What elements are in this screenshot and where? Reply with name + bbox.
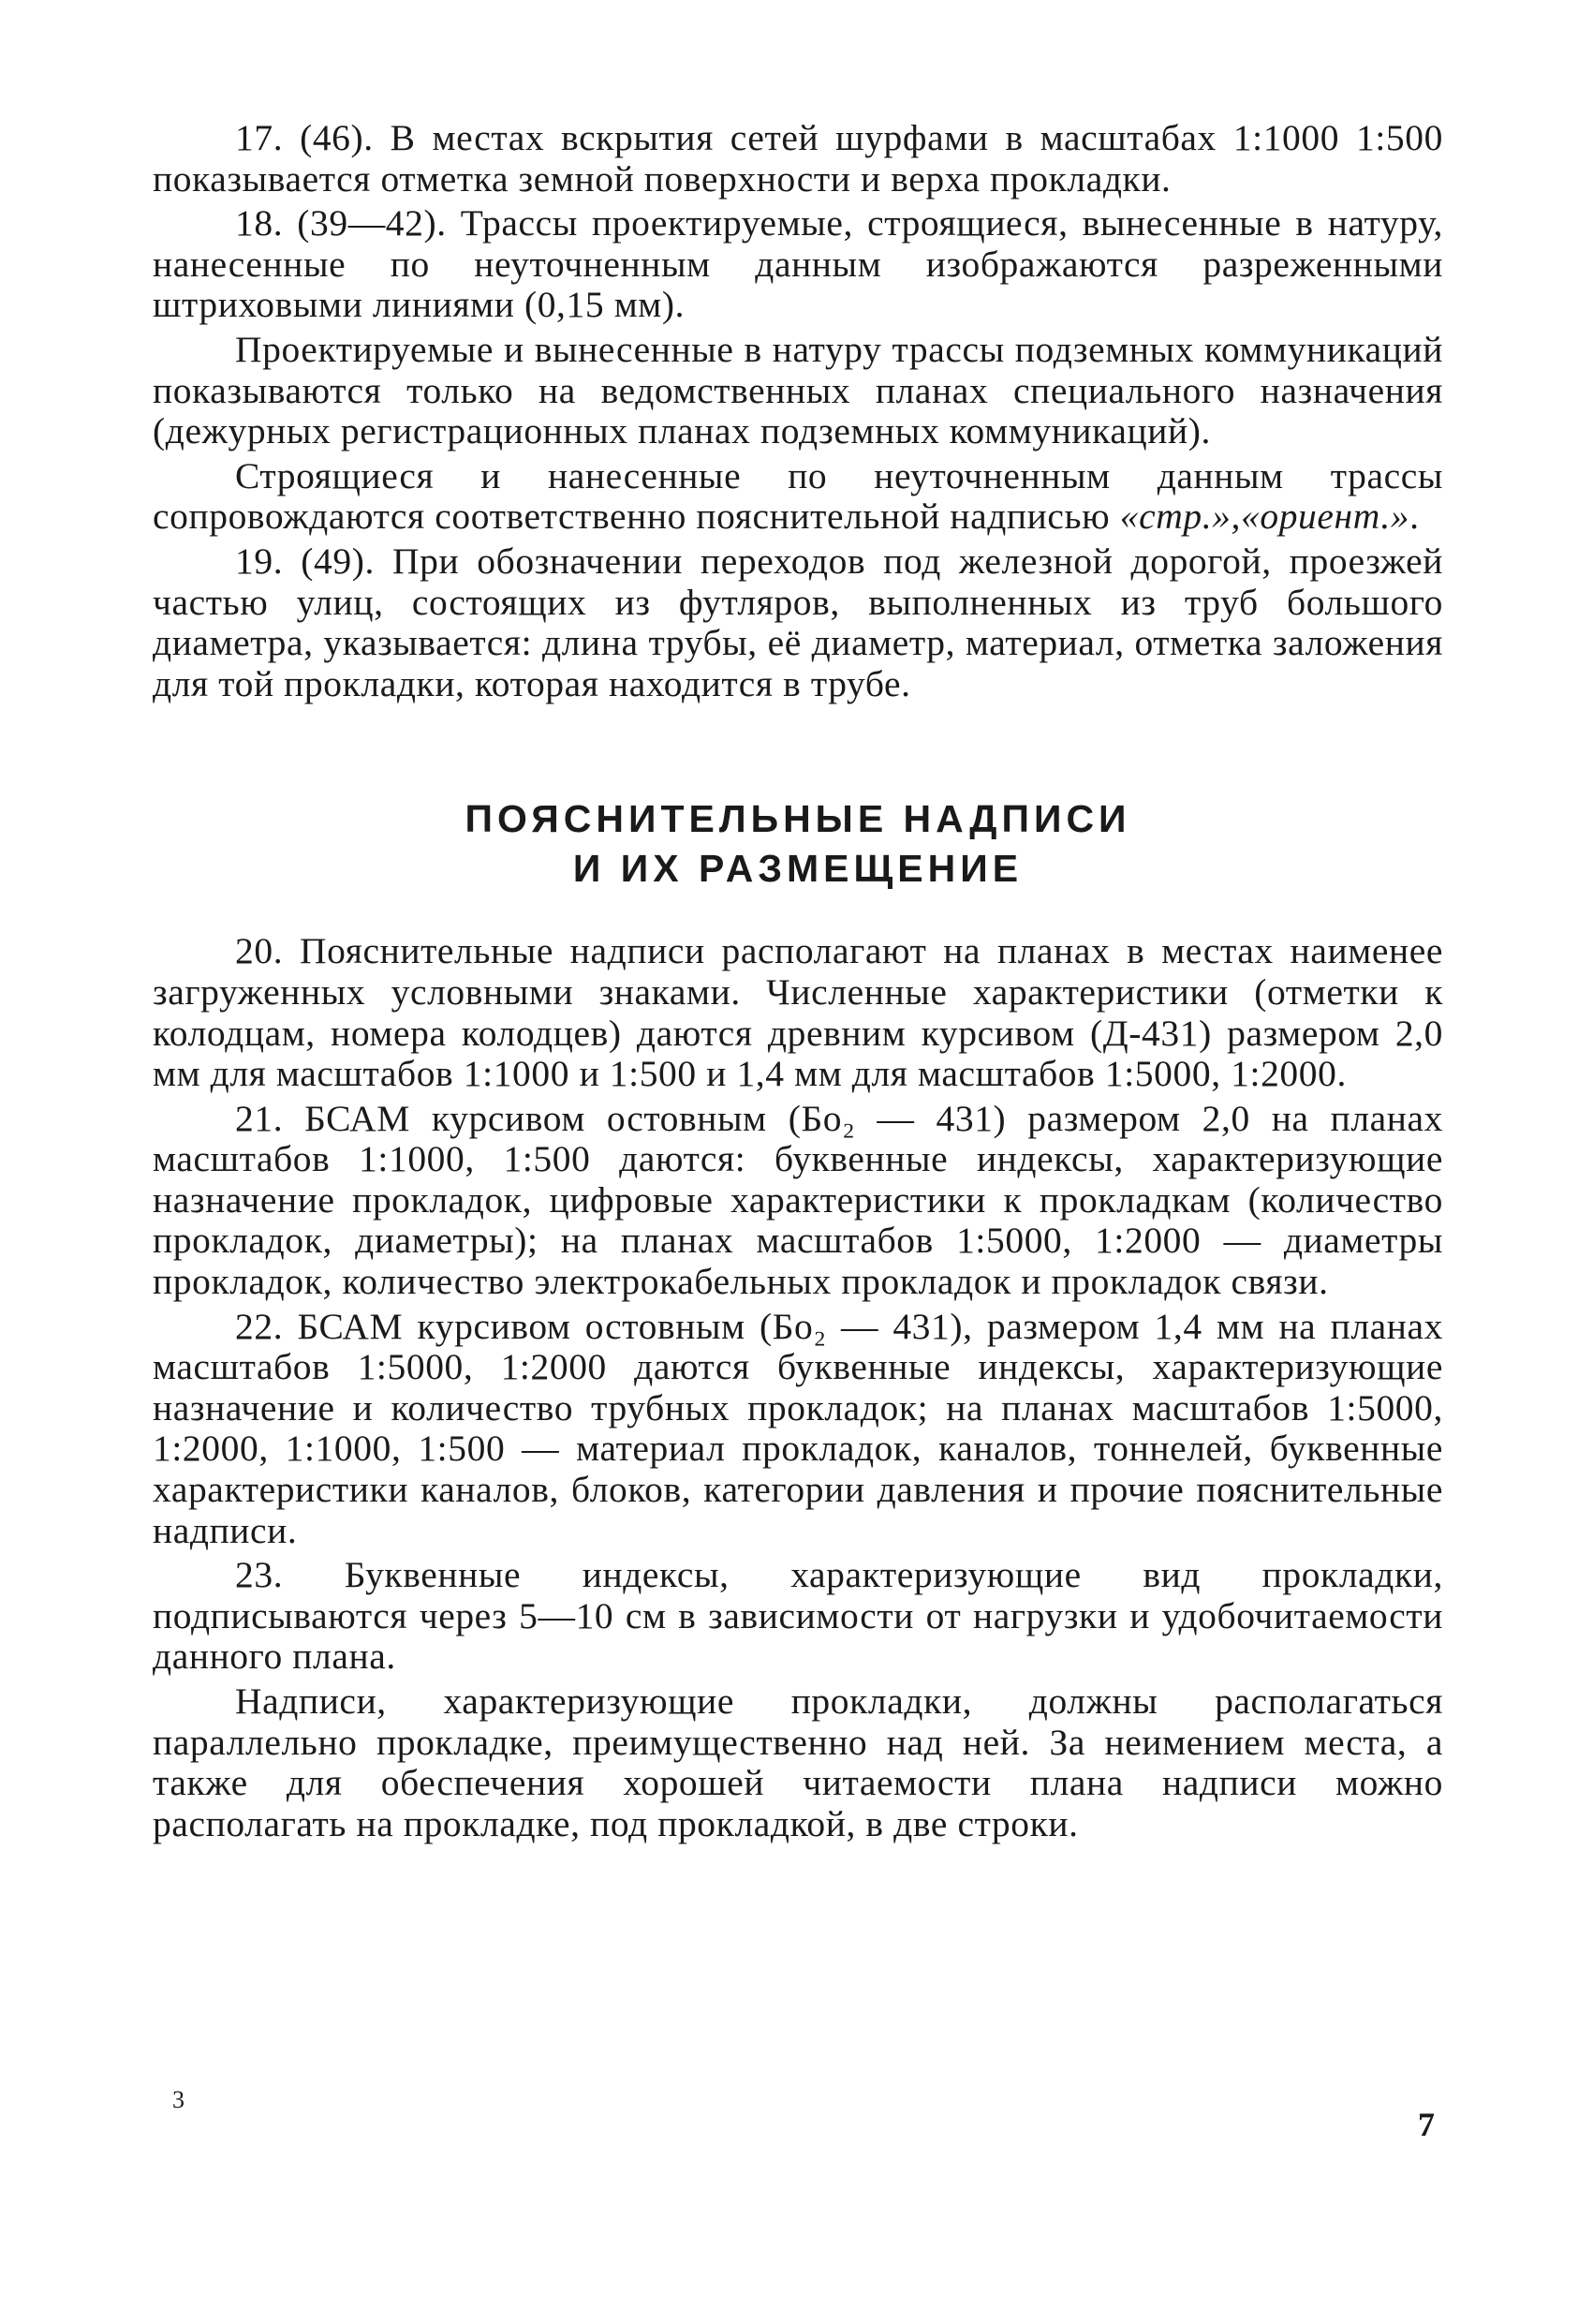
paragraph-18-building-routes bbox=[153, 456, 1443, 538]
section-heading bbox=[153, 794, 1443, 894]
paragraph-19: 19. (49). При обозначении переходов под железной дорогой, проезжей частью улиц, состоящих из футляров, выполненных из труб большого диаметра, указывается: длина трубы, её диаметр, материал, отметка заложения для той прокладки, которая находится в трубе. bbox=[153, 540, 1443, 704]
paragraph-20: 20. Пояснительные надписи располагают на планах в местах наименее загруженных условными знаками. Численные характеристики (отметки к колодцам, номера колодцев) даются древним курсивом (Д-431) размером 2,0 мм для масштабов 1:1000 и 1:500 и 1,4 мм для масштабов 1:5000, 1:2000. bbox=[153, 930, 1443, 1095]
paragraph-23: 23. Буквенные индексы, характеризующие вид прокладки, подписываются через 5—10 см в зависимости от нагрузки и удобочитаемости данного плана. bbox=[153, 1554, 1443, 1678]
paragraph-18-period: . bbox=[1409, 496, 1420, 538]
paragraph-18: 18. (39—42). Трассы проектируемые, строящиеся, вынесенные в натуру, нанесенные по неуточненным данным изображаются разреженными штриховыми линиями (0,15 мм). bbox=[153, 202, 1443, 326]
page-body bbox=[153, 118, 1443, 1844]
paragraph-18-building-text: Строящиеся и нанесенные по неуточненным данным трассы сопровождаются соответственно пояснительной надписью bbox=[153, 454, 1443, 538]
paragraph-18-projected-routes: Проектируемые и вынесенные в натуру трассы подземных коммуникаций показываются только на ведомственных планах специального назначения (дежурных регистрационных планах подземных коммуникаций). bbox=[153, 328, 1443, 452]
page-number: 7 bbox=[1418, 2106, 1435, 2143]
paragraph-21: 21. БСАМ курсивом остовным (Бо₂ — 431) размером 2,0 на планах масштабов 1:1000, 1:500 даются: буквенные индексы, характеризующие назначение прокладок, цифровые характеристики к прокладкам (количество прокладок, диаметры); на планах масштабов 1:5000, 1:2000 — диаметры прокладок, количество электрокабельных прокладок и прокладок связи. bbox=[153, 1097, 1443, 1303]
section-heading-line-1: ПОЯСНИТЕЛЬНЫЕ НАДПИСИ bbox=[465, 797, 1131, 841]
section-heading-line-2: И ИХ РАЗМЕЩЕНИЕ bbox=[572, 847, 1024, 891]
signature-mark: 3 bbox=[172, 2086, 184, 2113]
paragraph-23-inscriptions: Надписи, характеризующие прокладки, должны располагаться параллельно прокладке, преимущественно над ней. За неимением места, а также для обеспечения хорошей читаемости плана надписи можно располагать на прокладке, под прокладкой, в две строки. bbox=[153, 1680, 1443, 1844]
paragraph-22: 22. БСАМ курсивом остовным (Бо₂ — 431), размером 1,4 мм на планах масштабов 1:5000, 1:2000 даются буквенные индексы, характеризующие назначение и количество трубных прокладок; на планах масштабов 1:5000, 1:2000, 1:1000, 1:500 — материал прокладок, каналов, тоннелей, буквенные характеристики каналов, блоков, категории давления и прочие пояснительные надписи. bbox=[153, 1305, 1443, 1551]
paragraph-17: 17. (46). В местах вскрытия сетей шурфами в масштабах 1:1000 1:500 показывается отметка земной поверхности и верха прокладки. bbox=[153, 117, 1443, 200]
paragraph-18-italic-labels: «стр.»,«ориент.» bbox=[1119, 496, 1410, 538]
